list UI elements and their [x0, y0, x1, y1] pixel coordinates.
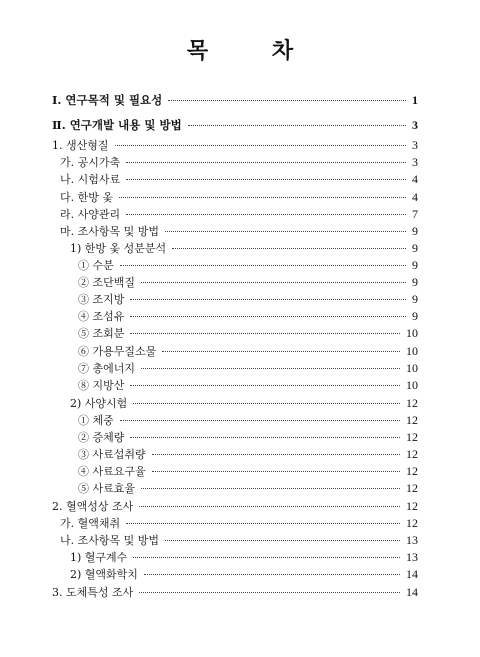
toc-leader-dots	[130, 316, 406, 317]
toc-entry	[78, 291, 418, 307]
toc-entry-label: ② 조단백질	[78, 276, 136, 289]
toc-entry-page: 9	[412, 309, 418, 323]
toc-entry-page: 14	[406, 567, 418, 581]
toc-entry	[78, 325, 418, 341]
toc-entry	[78, 463, 418, 479]
toc-leader-dots	[188, 125, 406, 126]
toc-leader-dots	[126, 214, 406, 215]
toc-leader-dots	[139, 506, 400, 507]
toc-entry-label: ④ 사료요구율	[78, 465, 146, 478]
toc-entry-label: 1) 혈구계수	[70, 551, 128, 564]
toc-entry	[52, 584, 418, 600]
page-title: 목 차	[186, 38, 322, 64]
toc-entry-label: 3. 도체특성 조사	[52, 586, 134, 599]
toc-entry-label: ⑧ 지방산	[78, 379, 125, 392]
toc-entry-page: 12	[406, 464, 418, 478]
toc-entry-page: 9	[412, 275, 418, 289]
toc-entry	[60, 189, 418, 205]
toc-entry-page: 12	[406, 447, 418, 461]
toc-entry	[70, 549, 418, 565]
toc-entry-label: ③ 사료섭취량	[78, 448, 146, 461]
toc-entry-label: 1. 생산형질	[52, 139, 109, 152]
toc-entry-page: 3	[412, 155, 418, 169]
toc-entry-page: 3	[412, 118, 418, 132]
toc-entry-page: 9	[412, 224, 418, 238]
toc-entry-page: 12	[406, 499, 418, 513]
toc-entry-page: 10	[406, 378, 418, 392]
toc-leader-dots	[126, 523, 400, 524]
toc-leader-dots	[144, 574, 400, 575]
toc-entry-page: 12	[406, 396, 418, 410]
toc-entry-label: 나. 시험사료	[60, 173, 121, 186]
toc-entry-page: 12	[406, 481, 418, 495]
toc-entry-page: 9	[412, 258, 418, 272]
toc-entry-page: 9	[412, 292, 418, 306]
toc-entry	[60, 171, 418, 187]
toc-entry	[78, 446, 418, 462]
toc-entry	[52, 137, 418, 153]
toc-entry	[78, 274, 418, 290]
toc-leader-dots	[126, 179, 406, 180]
toc-entry-page: 14	[406, 585, 418, 599]
toc-leader-dots	[119, 197, 406, 198]
toc-entry-page: 12	[406, 430, 418, 444]
toc-entry	[70, 566, 418, 582]
toc-entry-label: 2) 사양시험	[70, 397, 128, 410]
toc-leader-dots	[141, 368, 400, 369]
toc-entry	[60, 154, 418, 170]
toc-entry	[78, 257, 418, 273]
toc-leader-dots	[133, 557, 400, 558]
toc-entry-page: 3	[412, 138, 418, 152]
toc-leader-dots	[168, 100, 406, 101]
toc-entry-label: 가. 혈액채취	[60, 517, 121, 530]
toc-leader-dots	[139, 592, 400, 593]
toc-leader-dots	[165, 540, 400, 541]
toc-leader-dots	[130, 437, 400, 438]
toc-leader-dots	[141, 488, 400, 489]
toc-entry-label: 1) 한방 옻 성분분석	[70, 242, 167, 255]
toc-entry-label: ② 증체량	[78, 431, 125, 444]
toc-entry-page: 9	[412, 241, 418, 255]
toc-entry	[78, 343, 418, 359]
toc-entry	[60, 532, 418, 548]
toc-entry-label: Ⅱ. 연구개발 내용 및 방법	[52, 118, 182, 132]
toc-entry-page: 12	[406, 413, 418, 427]
toc-entry-label: ① 수분	[78, 259, 114, 272]
toc-entry-page: 13	[406, 550, 418, 564]
toc-entry	[60, 206, 418, 222]
toc-entry-label: ⑤ 조회분	[78, 327, 125, 340]
toc-leader-dots	[152, 471, 400, 472]
toc-leader-dots	[141, 282, 406, 283]
toc-entry	[60, 515, 418, 531]
toc-leader-dots	[165, 231, 406, 232]
toc-entry-label: ① 체중	[78, 414, 114, 427]
toc-entry-page: 4	[412, 172, 418, 186]
toc-entry-page: 12	[406, 516, 418, 530]
toc-entry	[70, 240, 418, 256]
toc-entry-label: 2. 혈액성상 조사	[52, 500, 134, 513]
toc-leader-dots	[126, 162, 406, 163]
toc-entry-page: 10	[406, 361, 418, 375]
toc-entry-label: Ⅰ. 연구목적 및 필요성	[52, 93, 163, 107]
toc-entry	[78, 480, 418, 496]
toc-leader-dots	[133, 403, 400, 404]
toc-leader-dots	[162, 351, 400, 352]
toc-leader-dots	[120, 265, 406, 266]
toc-leader-dots	[130, 385, 400, 386]
toc-entry	[78, 429, 418, 445]
toc-entry-page: 4	[412, 190, 418, 204]
toc-entry-label: ③ 조지방	[78, 293, 125, 306]
toc-leader-dots	[130, 299, 406, 300]
toc-entry	[70, 395, 418, 411]
toc-entry-label: 라. 사양관리	[60, 208, 121, 221]
toc-leader-dots	[115, 145, 407, 146]
toc-entry	[52, 92, 418, 108]
toc-entry-page: 13	[406, 533, 418, 547]
toc-entry-page: 10	[406, 326, 418, 340]
toc-entry	[78, 360, 418, 376]
toc-entry-label: 2) 혈액화학치	[70, 568, 138, 581]
toc-entry	[52, 498, 418, 514]
toc-leader-dots	[172, 248, 406, 249]
toc-entry	[78, 377, 418, 393]
toc-entry-page: 10	[406, 344, 418, 358]
toc-leader-dots	[130, 333, 400, 334]
toc-entry	[60, 223, 418, 239]
toc-entry-label: ⑦ 총에너지	[78, 362, 136, 375]
toc-entry	[78, 308, 418, 324]
toc-leader-dots	[152, 454, 400, 455]
toc-entry-page: 7	[412, 207, 418, 221]
toc-entry-label: 가. 공시가축	[60, 156, 121, 169]
toc-entry-label: ⑥ 가용무질소물	[78, 345, 157, 358]
toc-entry-label: 나. 조사항목 및 방법	[60, 534, 159, 547]
toc-entry-label: ④ 조섬유	[78, 310, 125, 323]
toc-entry	[52, 117, 418, 133]
toc-entry-label: 마. 조사항목 및 방법	[60, 225, 159, 238]
toc-entry	[78, 412, 418, 428]
toc-entry-label: 다. 한방 옻	[60, 191, 113, 204]
toc-entry-label: ⑤ 사료효율	[78, 482, 136, 495]
toc-entry-page: 1	[412, 93, 418, 107]
toc-leader-dots	[120, 420, 400, 421]
